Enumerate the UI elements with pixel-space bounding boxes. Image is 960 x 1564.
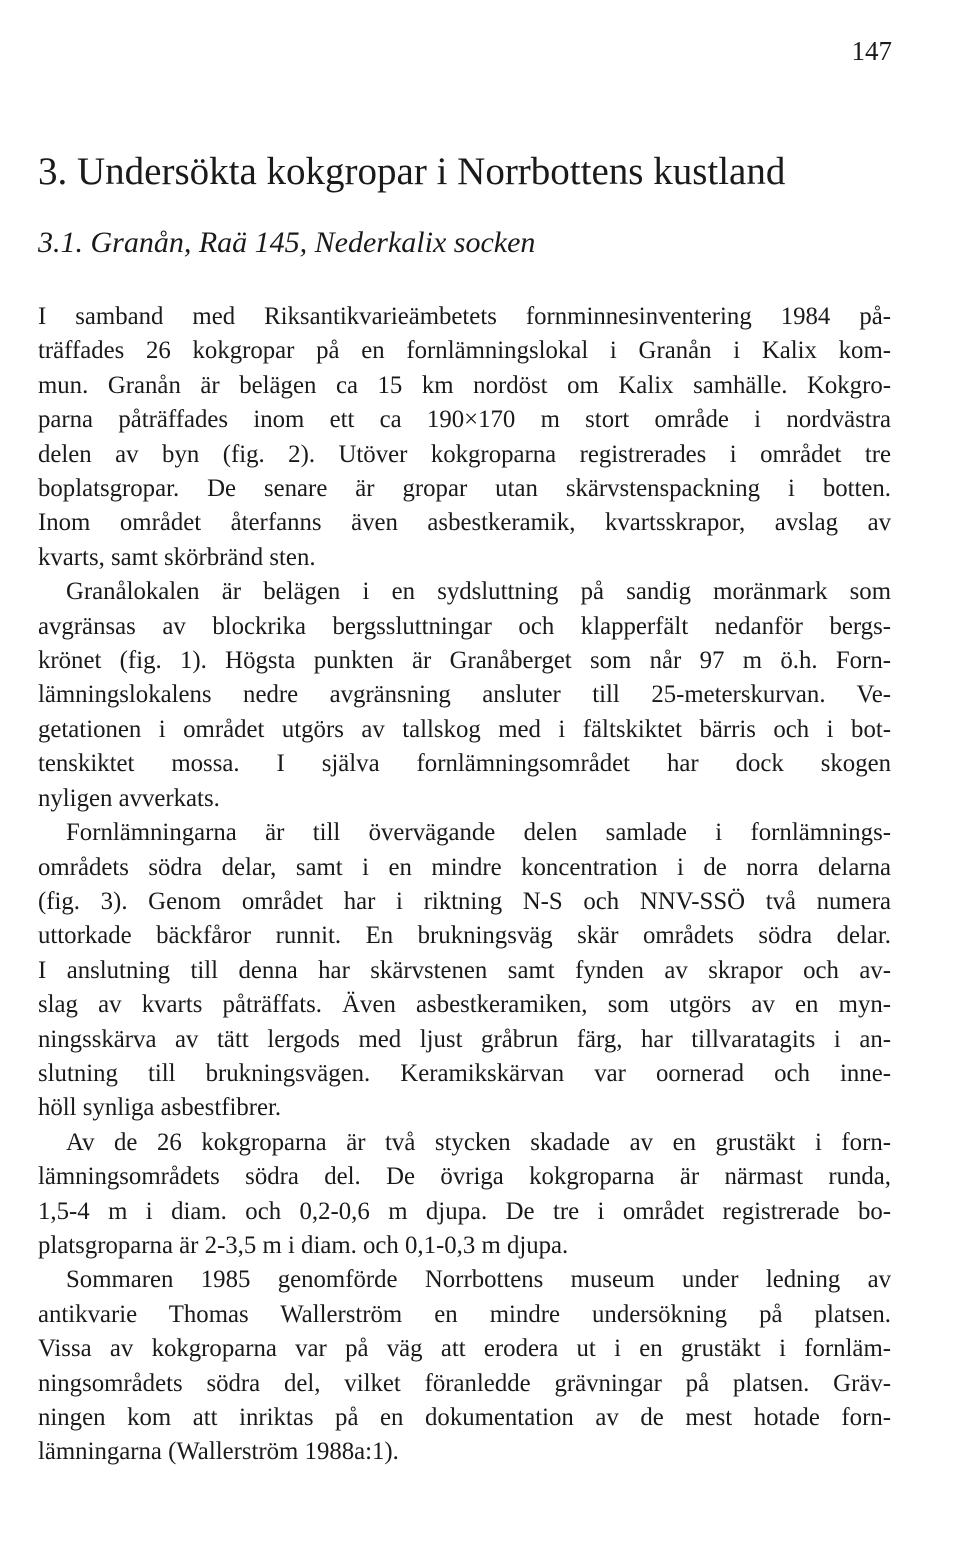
paragraph-3 — [38, 816, 891, 1126]
text-line: krönet (fig. 1). Högsta punkten är Granåberget som når 97 m ö.h. Forn- — [38, 647, 891, 675]
text-line: träffades 26 kokgropar på en fornlämningslokal i Granån i Kalix kom- — [38, 337, 891, 365]
chapter-title: 3. Undersökta kokgropar i Norrbottens kustland — [38, 150, 786, 193]
section-title: 3.1. Granån, Raä 145, Nederkalix socken — [38, 226, 536, 259]
text-line: I samband med Riksantikvarieämbetets fornminnesinventering 1984 på- — [38, 303, 891, 330]
text-line: Inom området återfanns även asbestkeramik, kvartsskrapor, avslag av — [38, 509, 891, 537]
text-line: antikvarie Thomas Wallerström en mindre undersökning på platsen. — [38, 1300, 891, 1328]
text-line: parna påträffades inom ett ca 190×170 m stort område i nordvästra — [38, 406, 891, 434]
text-line: Sommaren 1985 genomförde Norrbottens museum under ledning av — [66, 1266, 891, 1294]
text-line: ningsområdets södra del, vilket föranledde grävningar på platsen. Gräv- — [38, 1369, 891, 1397]
paragraph-1 — [38, 300, 891, 575]
text-line: tenskiktet mossa. I själva fornlämningsområdet har dock skogen — [38, 750, 891, 778]
text-line: (fig. 3). Genom området har i riktning N-S och NNV-SSÖ två numera — [38, 887, 891, 915]
text-line: 1,5-4 m i diam. och 0,2-0,6 m djupa. De tre i området registrerade bo- — [38, 1197, 891, 1225]
text-line: boplatsgropar. De senare är gropar utan skärvstenspackning i botten. — [38, 475, 891, 503]
text-line: Fornlämningarna är till övervägande delen samlade i fornlämnings- — [66, 819, 891, 847]
paragraph-4 — [38, 1126, 891, 1264]
text-line: getationen i området utgörs av tallskog med i fältskiktet bärris och i bot- — [38, 715, 891, 743]
text-line: lämningarna (Wallerström 1988a:1). — [38, 1438, 399, 1466]
text-line: nyligen avverkats. — [38, 784, 220, 812]
text-line: ningen kom att inriktas på en dokumentation av de mest hotade forn- — [38, 1404, 891, 1431]
text-line: höll synliga asbestfibrer. — [38, 1094, 282, 1122]
text-line: Granålokalen är belägen i en sydsluttning på sandig moränmark som — [66, 578, 891, 606]
text-line: lämningsområdets södra del. De övriga kokgroparna är närmast runda, — [38, 1163, 891, 1191]
text-line: mun. Granån är belägen ca 15 km nordöst om Kalix samhälle. Kokgro- — [38, 371, 891, 399]
text-line: platsgroparna är 2-3,5 m i diam. och 0,1-0,3 m djupa. — [38, 1231, 569, 1259]
text-line: områdets södra delar, samt i en mindre koncentration i de norra delarna — [38, 853, 891, 881]
text-line: ningsskärva av tätt lergods med ljust gråbrun färg, har tillvaratagits i an- — [38, 1025, 891, 1053]
paragraph-2 — [38, 575, 891, 816]
text-line: I anslutning till denna har skärvstenen samt fynden av skrapor och av- — [38, 956, 891, 984]
text-line: lämningslokalens nedre avgränsning ansluter till 25-meterskurvan. Ve- — [38, 681, 891, 709]
text-line: slag av kvarts påträffats. Även asbestkeramiken, som utgörs av en myn- — [38, 991, 891, 1019]
text-line: kvarts, samt skörbränd sten. — [38, 543, 316, 571]
paragraph-5 — [38, 1263, 891, 1469]
text-line: avgränsas av blockrika bergssluttningar och klapperfält nedanför bergs- — [38, 612, 891, 640]
text-line: Av de 26 kokgroparna är två stycken skadade av en grustäkt i forn- — [66, 1128, 891, 1156]
body-text — [38, 300, 891, 1470]
text-line: slutning till brukningsvägen. Keramikskärvan var oornerad och inne- — [38, 1059, 891, 1087]
text-line: Vissa av kokgroparna var på väg att erodera ut i en grustäkt i fornläm- — [38, 1335, 891, 1363]
text-line: delen av byn (fig. 2). Utöver kokgroparna registrerades i området tre — [38, 440, 891, 468]
page-number: 147 — [851, 36, 892, 66]
text-line: uttorkade bäckfåror runnit. En brukningsväg skär områdets södra delar. — [38, 922, 891, 950]
